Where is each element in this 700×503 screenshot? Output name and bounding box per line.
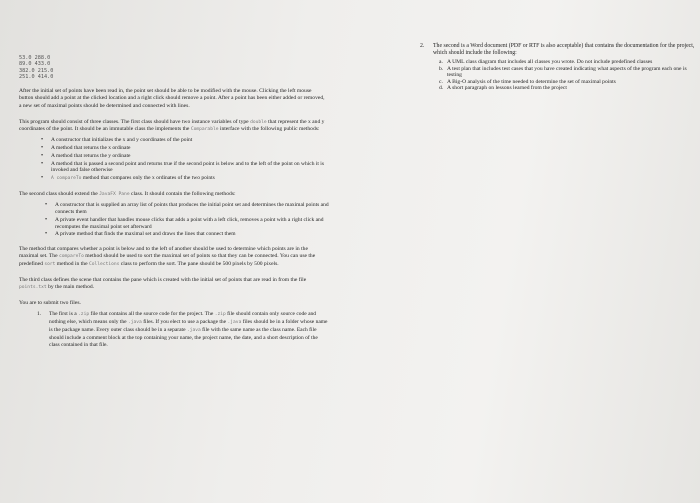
submission-item-document: 2. The second is a Word document (PDF or RTF is also acceptable) that contains the documentation for the project, which should include the following: (420, 43, 695, 56)
submission-list (37, 311, 329, 349)
inline-code: .java (186, 328, 201, 334)
second-class-method-list (37, 202, 329, 238)
sample-points-data (19, 55, 332, 80)
doc-item-lessons: d. A short paragraph on lessons learned from the project (439, 85, 567, 92)
inline-code: .zip (78, 312, 90, 318)
list-item: • A constructor that is supplied an array list of points that produces the initial point set and determines the maximal points and connects them (37, 202, 329, 216)
submission-item-zip: 1. The first is a .zip file that contains all the source code for the project. The .zip file should contain only source code and nothing else, which means only the .java files. If you elect to use a package the .java files should be in a folder whose name is the package name. Every outer class should be in a separate .java file with the same name as the class name. Each file should include a comment block at the top containing your name, the project name, the date, and a short description of the class contained in that file. (37, 311, 328, 349)
doc-item-big-o: c. A Big-O analysis of the time needed to determine the set of maximal points (439, 78, 616, 85)
list-item: • A constructor that initializes the x and y coordinates of the point (33, 137, 331, 144)
list-item: • A method that is passed a second point and returns true if the second point is below and to the left of the point on which it is invoked and false otherwise (33, 161, 331, 175)
left-column (10, 55, 332, 349)
submit-instruction: You are to submit two files. (19, 300, 81, 307)
doc-item-uml: a. A UML class diagram that includes all classes you wrote. Do not include predefined classes (439, 59, 653, 65)
doc-item-test-plan: b. A test plan that includes test cases that you have created indicating what aspects of the program each one is testing (439, 65, 687, 79)
documentation-requirements (420, 59, 695, 92)
item-number: 1. (37, 311, 42, 318)
inline-code: Comparable (190, 127, 219, 132)
right-column (420, 43, 695, 92)
inline-code: .java (127, 320, 142, 326)
data-line: 251.0 414.0 (19, 73, 54, 80)
list-item: • A compareTo method that compares only the x ordinates of the two points (33, 175, 331, 183)
data-line: 89.0 433.0 (19, 61, 51, 68)
inline-code: .java (227, 320, 242, 326)
list-item: • A private method that finds the maximal set and draws the lines that connect them (37, 231, 329, 238)
data-line: 382.0 215.0 (19, 67, 54, 74)
first-class-method-list (33, 137, 331, 183)
list-item: • A method that returns the y ordinate (33, 153, 331, 160)
method-paragraph: The method that compares whether a point is below and to the left of another should be used to determine which points are in the maximal set. The compareTo method should be used to sort the maximal set of points so that they can be connected. You can use the predefined sort method in the Collections class to perform the sort. The pane should be 500 pixels by 500 pixels. (19, 246, 316, 267)
intro-paragraph: After the initial set of points have been read in, the point set should be able to be modified with the mouse. Clicking the left mouse button should add a point at the clicked location and a right click should remove a point. After a point has been either added or removed, a new set of maximal points should be determined and connected with lines. (19, 88, 325, 109)
item-number: 2. (420, 43, 425, 49)
inline-code: points.txt (19, 284, 47, 290)
second-class-paragraph: The second class should extend the JavaFX Pane class. It should contain the following methods: (19, 190, 236, 197)
classes-paragraph: This program should consist of three classes. The first class should have two instance variables of type double that represent the x and y coordinates of the point. It should be an immutable class the implements the Comparable interface with the following public methods: (19, 118, 325, 132)
inline-code: JavaFX Pane (99, 191, 130, 197)
inline-code: Collections (88, 261, 120, 267)
data-line: 53.0 288.0 (19, 55, 51, 61)
list-item: • A private event handler that handles mouse clicks that adds a point with a left click, removes a point with a right click and recomputes the maximal point set afterward (37, 217, 329, 231)
third-class-paragraph: The third class defines the scene that contains the pane which is created with the initial set of points that are read in from the file points.txt by the main method. (19, 276, 307, 290)
inline-code: compareTo (58, 254, 84, 260)
inline-code: sort (44, 261, 56, 267)
inline-code: .zip (214, 312, 226, 318)
list-item: • A method that returns the x ordinate (33, 145, 331, 152)
inline-code: double (250, 119, 267, 125)
inline-code: A compareTo (51, 176, 82, 182)
